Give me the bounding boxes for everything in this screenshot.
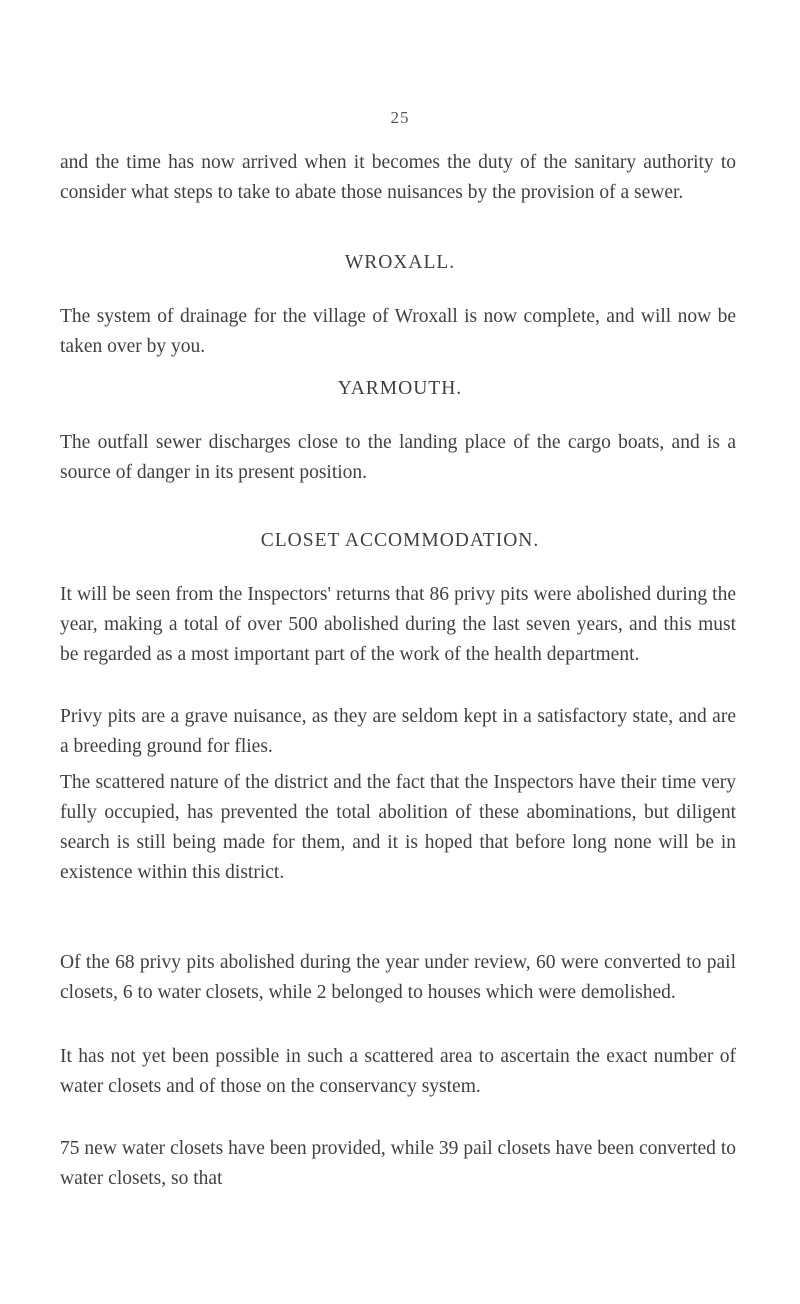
intro-paragraph: and the time has now arrived when it becomes the duty of the sanitary authority to consider what steps to take to abate those nuisances by the provision of a sewer. [60, 152, 736, 203]
page-number: 25 [390, 108, 410, 127]
wroxall-paragraph: The system of drainage for the village of Wroxall is now complete, and will now be taken over by you. [60, 306, 736, 357]
heading-closet-accommodation: CLOSET ACCOMMODATION. [260, 530, 540, 551]
closet-paragraph-1: It will be seen from the Inspectors' returns that 86 privy pits were abolished during the year, making a total of over 500 abolished during the last seven years, and this must be regarded as a most important part of the work of the health department. [60, 584, 736, 665]
closet-paragraph-5: It has not yet been possible in such a scattered area to ascertain the exact number of water closets and of those on the conservancy system. [60, 1046, 736, 1097]
heading-wroxall: WROXALL. [344, 252, 456, 273]
closet-paragraph-6: 75 new water closets have been provided, while 39 pail closets have been converted to water closets, so that [60, 1138, 736, 1189]
closet-paragraph-3: The scattered nature of the district and the fact that the Inspectors have their time very fully occupied, has prevented the total abolition of these abominations, but diligent search is still being made for them, and it is hoped that before long none will be in existence within this district. [60, 772, 736, 883]
yarmouth-paragraph: The outfall sewer discharges close to the landing place of the cargo boats, and is a source of danger in its present position. [60, 432, 736, 483]
heading-yarmouth: YARMOUTH. [337, 378, 463, 399]
closet-paragraph-2: Privy pits are a grave nuisance, as they are seldom kept in a satisfactory state, and are a breeding ground for flies. [60, 706, 736, 757]
closet-paragraph-4: Of the 68 privy pits abolished during the year under review, 60 were converted to pail closets, 6 to water closets, while 2 belonged to houses which were demolished. [60, 952, 736, 1003]
